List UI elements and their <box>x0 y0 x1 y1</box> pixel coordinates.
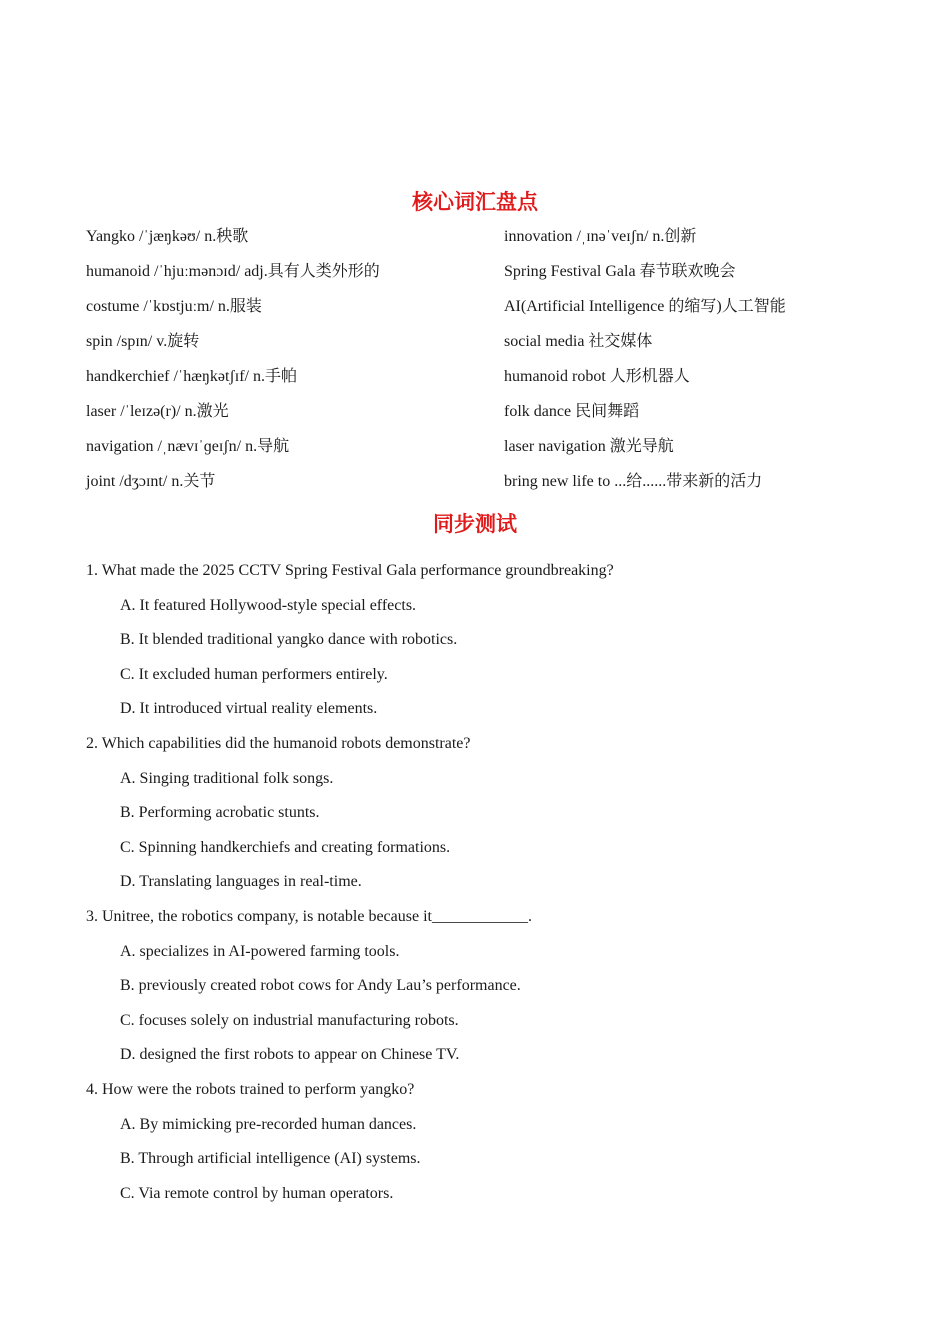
option-a: A. It featured Hollywood-style special effects. <box>120 596 417 614</box>
vocab-entry-right: innovation /ˌɪnəˈveɪʃn/ n.创新 <box>504 228 697 245</box>
option-a: A. Singing traditional folk songs. <box>120 769 334 787</box>
vocab-entry-left: costume /ˈkɒstjuːm/ n.服装 <box>86 298 262 315</box>
option-c: C. Via remote control by human operators. <box>120 1184 394 1202</box>
test-section-title: 同步测试 <box>433 512 517 536</box>
vocab-row <box>86 296 886 331</box>
vocab-row <box>86 261 886 296</box>
vocab-entry-right: Spring Festival Gala 春节联欢晚会 <box>504 263 736 280</box>
vocab-entry-right: bring new life to ...给......带来新的活力 <box>504 473 763 490</box>
vocab-entry-left: navigation /ˌnævɪˈɡeɪʃn/ n.导航 <box>86 438 290 455</box>
vocab-row <box>86 331 886 366</box>
option-b: B. previously created robot cows for Andy Lau’s performance. <box>120 977 521 995</box>
option-a: A. By mimicking pre-recorded human dances. <box>120 1115 417 1133</box>
question-list <box>86 560 886 1217</box>
question-stem: 4. How were the robots trained to perform yangko? <box>86 1080 415 1098</box>
option-a: A. specializes in AI-powered farming tools. <box>120 942 400 960</box>
question-stem: 2. Which capabilities did the humanoid robots demonstrate? <box>86 734 471 752</box>
option-c: C. Spinning handkerchiefs and creating formations. <box>120 838 451 856</box>
option-b: B. Through artificial intelligence (AI) systems. <box>120 1150 421 1168</box>
vocab-row <box>86 471 886 506</box>
vocab-entry-right: folk dance 民间舞蹈 <box>504 403 640 420</box>
vocab-entry-left: humanoid /ˈhjuːmənɔɪd/ adj.具有人类外形的 <box>86 263 380 280</box>
vocab-entry-right: AI(Artificial Intelligence 的缩写)人工智能 <box>504 298 786 315</box>
option-c: C. focuses solely on industrial manufacturing robots. <box>120 1011 459 1029</box>
option-d: D. It introduced virtual reality elements. <box>120 700 378 718</box>
vocab-row <box>86 226 886 261</box>
vocab-entry-left: laser /ˈleɪzə(r)/ n.激光 <box>86 403 229 420</box>
question-2 <box>86 733 886 906</box>
option-c: C. It excluded human performers entirely. <box>120 665 388 683</box>
option-d: D. Translating languages in real-time. <box>120 873 362 891</box>
question-1 <box>86 560 886 733</box>
vocab-entry-left: joint /dʒɔɪnt/ n.关节 <box>86 473 216 490</box>
option-b: B. It blended traditional yangko dance with robotics. <box>120 631 458 649</box>
vocab-entry-left: spin /spɪn/ v.旋转 <box>86 333 200 350</box>
question-4 <box>86 1079 886 1217</box>
vocab-entry-left: handkerchief /ˈhæŋkətʃɪf/ n.手帕 <box>86 368 297 385</box>
option-d: D. designed the first robots to appear on Chinese TV. <box>120 1046 460 1064</box>
vocab-entry-right: social media 社交媒体 <box>504 333 653 350</box>
vocab-section-title: 核心词汇盘点 <box>412 190 538 214</box>
vocab-entry-left: Yangko /ˈjæŋkəʊ/ n.秧歌 <box>86 228 249 245</box>
vocab-table <box>86 226 886 506</box>
vocab-row <box>86 436 886 471</box>
question-stem: 1. What made the 2025 CCTV Spring Festival Gala performance groundbreaking? <box>86 562 614 579</box>
question-stem: 3. Unitree, the robotics company, is notable because it____________. <box>86 907 532 925</box>
question-3 <box>86 906 886 1079</box>
vocab-row <box>86 366 886 401</box>
vocab-row <box>86 401 886 436</box>
vocab-entry-right: laser navigation 激光导航 <box>504 438 674 455</box>
option-b: B. Performing acrobatic stunts. <box>120 804 320 822</box>
vocab-entry-right: humanoid robot 人形机器人 <box>504 368 690 385</box>
